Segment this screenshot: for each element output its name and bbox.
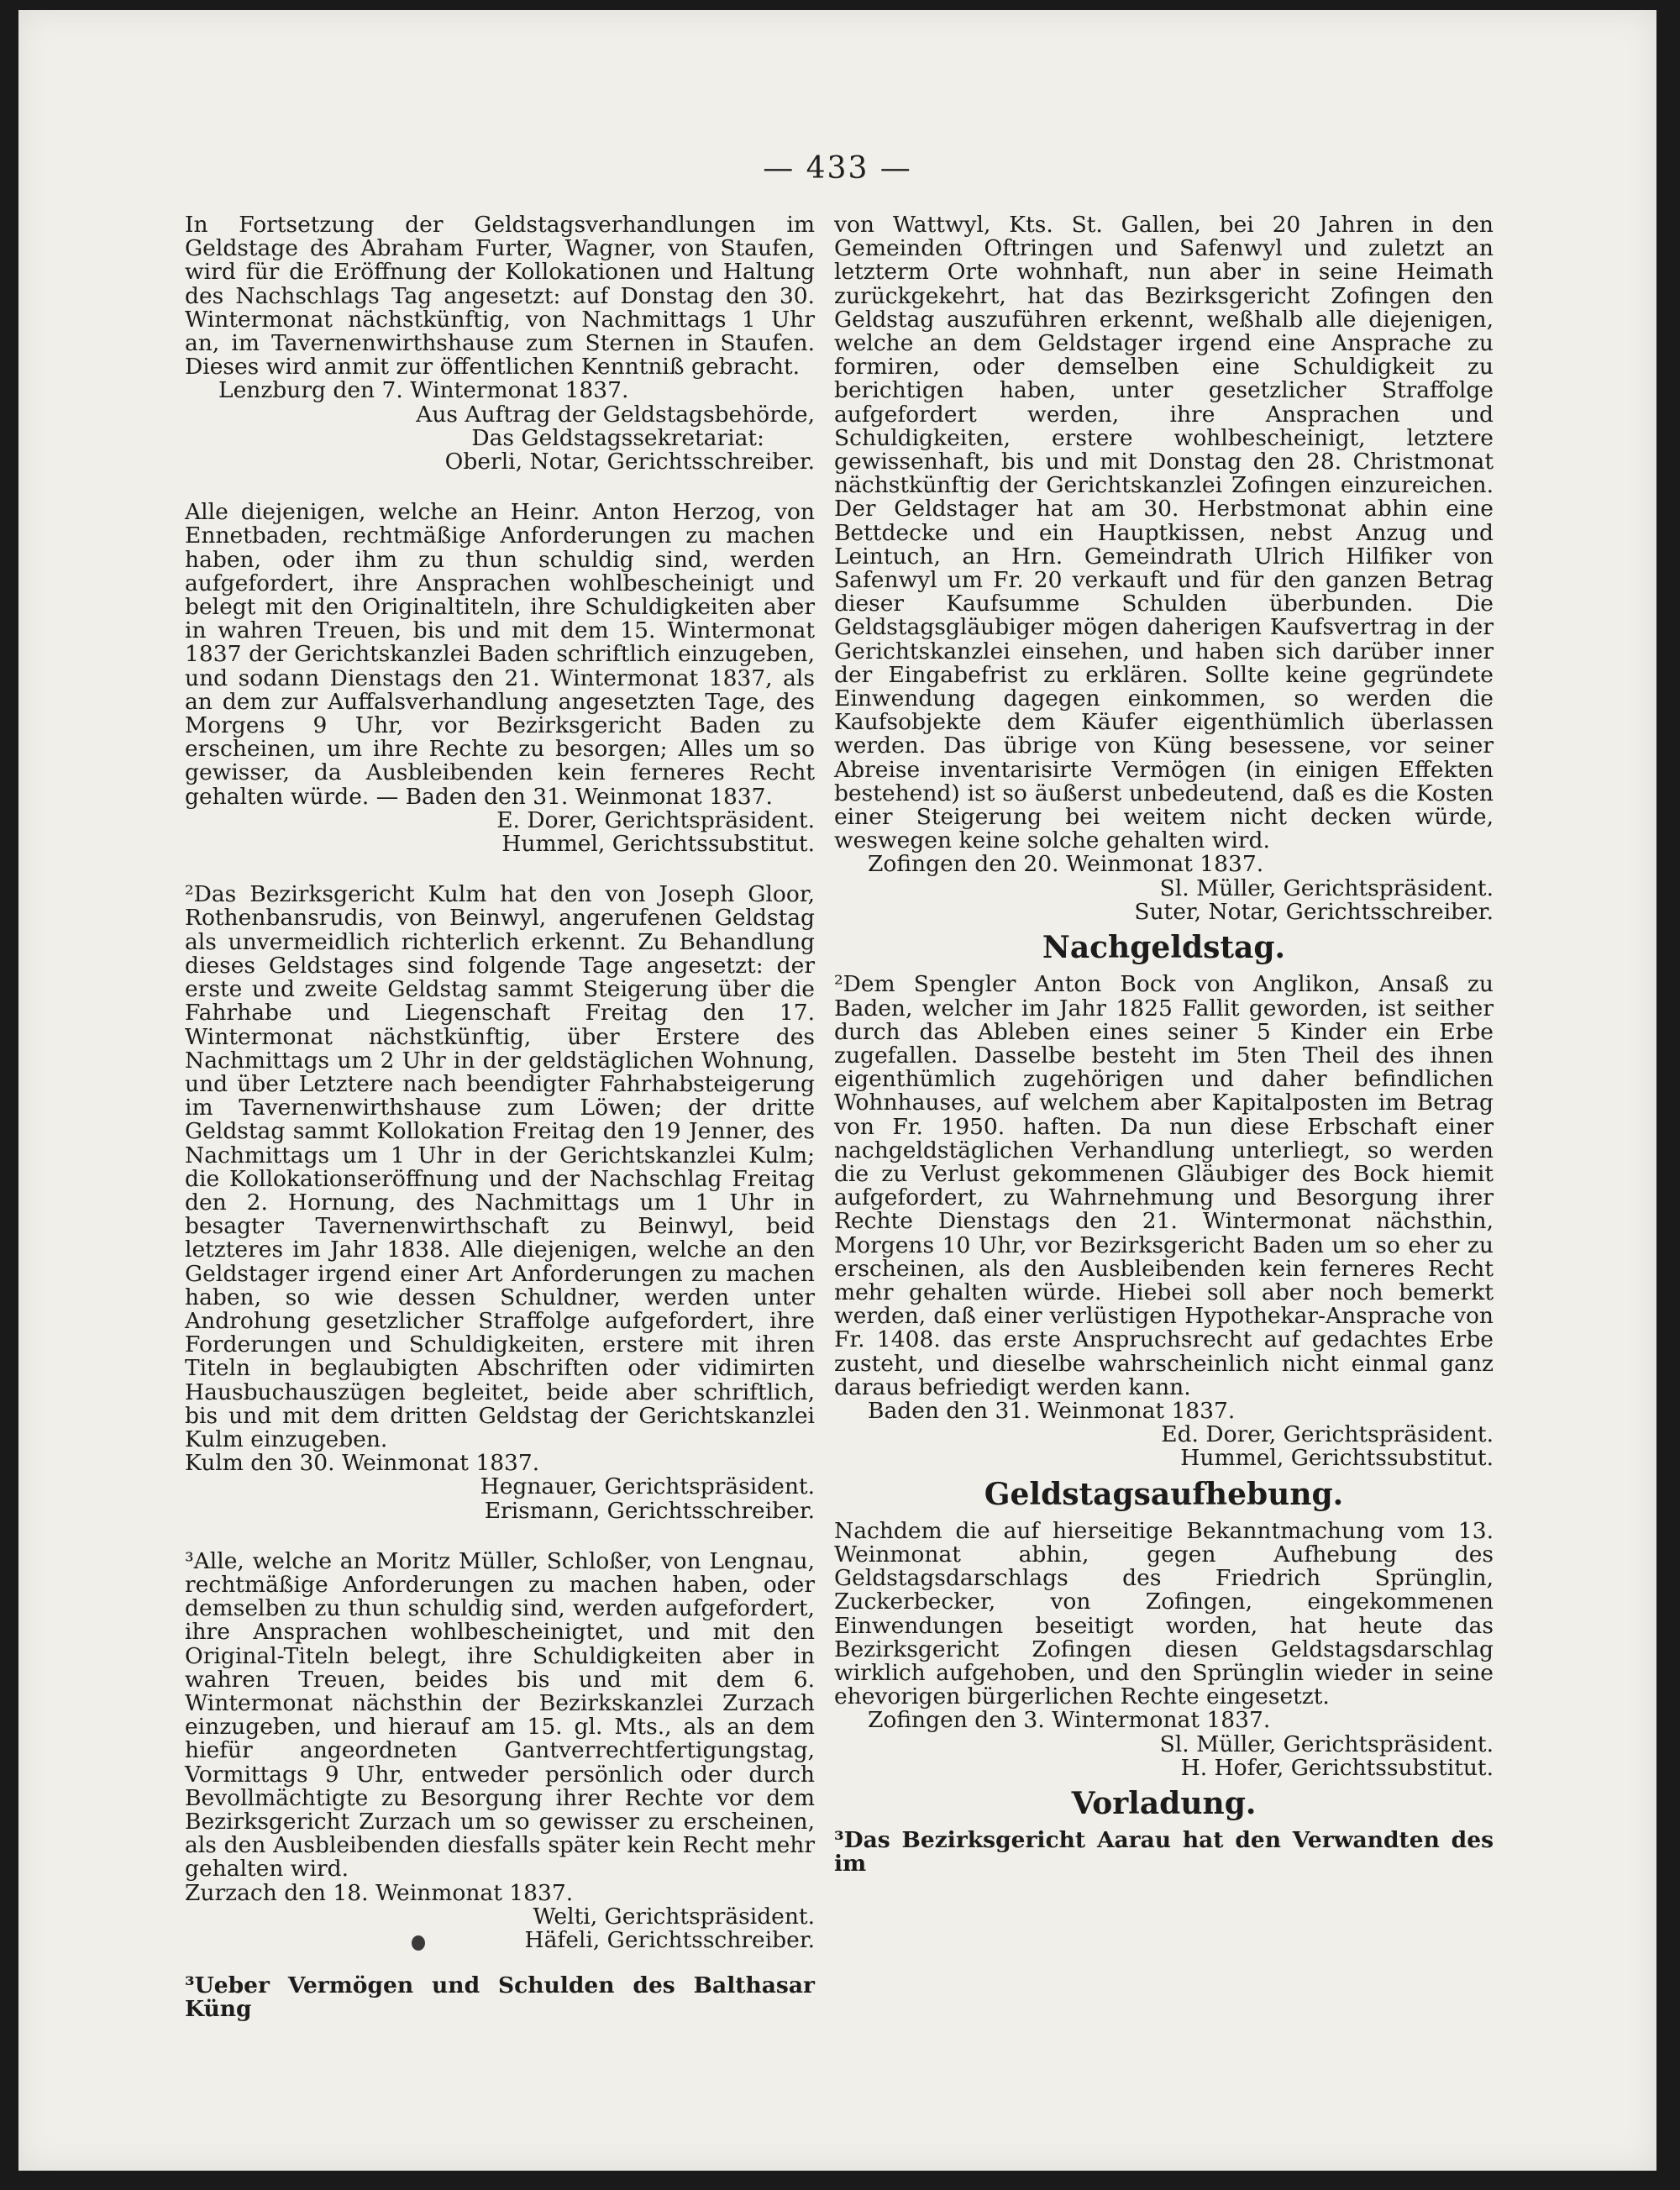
notice-gloor-body: ²Das Bezirksgericht Kulm hat den von Joseph Gloor, Rothenbansrudis, von Beinwyl, angerufenen Geldstag als unvermeidlich richterlich erkennt. Zu Behandlung dieses Geldstages sind folgende Tage angesetzt: der erste und zweite Geldstag sammt Steigerung über die Fahrhabe und Liegenschaft Freitag den 17. Wintermonat nächstkünftig, über Erstere des Nachmittags um 2 Uhr in der geldstäglichen Wohnung, und über Letztere nach beendigter Fahrhabsteigerung im Tavernenwirthshause zum Löwen; der dritte Geldstag sammt Kollokation Freitag den 19 Jenner, des Nachmittags um 1 Uhr in der Gerichtskanzlei Kulm; die Kollokationseröffnung und der Nachschlag Freitag den 2. Hornung, des Nachmittags um 1 Uhr in besagter Tavernenwirthschaft zu Beinwyl, beid letzteres im Jahr 1838. Alle diejenigen, welche an den Geldstager irgend einer Art Anforderungen zu machen haben, so wie dessen Schuldner, werden unter Androhung gesetzlicher Straffolge aufgefordert, ihre Forderungen und Schuldigkeiten, erstere mit ihren Titeln in beglaubigten Abschriften oder vidimirten Hausbuchauszügen begleitet, beide aber schriftlich, bis und mit dem dritten Geldstag der Gerichtskanzlei Kulm einzugeben.: [185, 881, 815, 1452]
notice-herzog-signature-1: E. Dorer, Gerichtspräsident.: [496, 806, 815, 833]
left-column: [185, 213, 815, 2022]
notice-herzog-body: Alle diejenigen, welche an Heinr. Anton Herzog, von Ennetbaden, rechtmäßige Anforderungen zu machen haben, oder ihm zu thun schuldig sind, werden aufgefordert, ihre Ansprachen wohlbescheinigt und belegt mit den Originaltiteln, ihre Schuldigkeiten aber in wahren Treuen, bis und mit dem 15. Wintermonat 1837 der Gerichtskanzlei Baden schriftlich einzugeben, und sodann Dienstags den 21. Wintermonat 1837, als an dem zur Auffalsverhandlung angesetzten Tage, des Morgens 9 Uhr, vor Bezirksgericht Baden zu erscheinen, um ihre Rechte zu besorgen; Alles um so gewisser, da Ausbleibenden kein ferneres Recht gehalten würde. — Baden den 31. Weinmonat 1837.: [185, 499, 815, 810]
notice-furter-signature-3: Oberli, Notar, Gerichtsschreiber.: [444, 449, 815, 475]
notice-furter-signature-2: Das Geldstagssekretariat:: [471, 424, 764, 451]
notice-bock-signature-1: Ed. Dorer, Gerichtspräsident.: [1161, 1421, 1494, 1448]
notice-kueng-start: ³Ueber Vermögen und Schulden des Balthasar Küng: [185, 1972, 815, 2023]
right-column: [834, 213, 1494, 1877]
notice-furter-body: In Fortsetzung der Geldstagsverhandlungen im Geldstage des Abraham Furter, Wagner, von Staufen, wird für die Eröffnung der Kollokationen und Haltung des Nachschlags Tag angesetzt: auf Donstag den 30. Wintermonat nächstkünftig, von Nachmittags 1 Uhr an, im Tavernenwirthshause zum Sternen in Staufen. Dieses wird anmit zur öffentlichen Kenntniß gebracht.: [185, 212, 815, 381]
notice-kueng-signature-1: Sl. Müller, Gerichtspräsident.: [1159, 874, 1494, 901]
notice-mueller-place-date: Zurzach den 18. Weinmonat 1837.: [185, 1879, 574, 1906]
ink-stain: [412, 1935, 425, 1951]
notice-mueller-body: ³Alle, welche an Moritz Müller, Schloßer, von Lengnau, rechtmäßige Anforderungen zu machen haben, oder demselben zu thun schuldig sind, werden aufgefordert, ihre Ansprachen wohlbescheinigtet, und mit den Original-Titeln belegt, ihre Schuldigkeiten aber in wahren Treuen, beides bis und mit dem 6. Wintermonat nächsthin der Bezirkskanzlei Zurzach einzugeben, und hierauf am 15. gl. Mts., als an dem hiefür angeordneten Gantverrechtfertigungstag, Vormittags 9 Uhr, entweder persönlich oder durch Bevollmächtigte zu Besorgung ihrer Rechte vor dem Bezirksgericht Zurzach um so gewisser zu erscheinen, als den Ausbleibenden diesfalls später kein Recht mehr gehalten wird.: [185, 1547, 815, 1883]
notice-bock-signature-2: Hummel, Gerichtssubstitut.: [1180, 1445, 1494, 1472]
notice-bock-place-date: Baden den 31. Weinmonat 1837.: [868, 1397, 1236, 1424]
notice-mueller-signature-1: Welti, Gerichtspräsident.: [533, 1903, 815, 1930]
heading-vorladung: Vorladung.: [1071, 1786, 1257, 1821]
notice-herzog-signature-2: Hummel, Gerichtssubstitut.: [501, 831, 815, 858]
page-number: — 433 —: [763, 151, 912, 186]
notice-kueng-body: von Wattwyl, Kts. St. Gallen, bei 20 Jahren in den Gemeinden Oftringen und Safenwyl und zuletzt an letzterm Orte wohnhaft, nun aber in seine Heimath zurückgekehrt, hat das Bezirksgericht Zofingen den Geldstag auszuführen erkennt, weßhalb alle diejenigen, welche an dem Geldstager irgend eine Ansprache zu formiren, oder demselben eine Schuldigkeit zu berichtigen haben, unter gesetzlicher Straffolge aufgefordert werden, ihre Ansprachen und Schuldigkeiten, erstere wohlbescheinigt, letztere gewissenhaft, bis und mit Donstag den 28. Christmonat nächstkünftig der Gerichtskanzlei Zofingen einzureichen. Der Geldstager hat am 30. Herbstmonat abhin eine Bettdecke und ein Hauptkissen, nebst Anzug und Leintuch, an Hrn. Gemeindrath Ulrich Hilfiker von Safenwyl um Fr. 20 verkauft und für den ganzen Betrag dieser Kaufsumme Schulden überbunden. Die Geldstagsgläubiger mögen daherigen Kaufsvertrag in der Gerichtskanzlei einsehen, und haben sich darüber inner der Eingabefrist zu erklären. Sollte keine gegründete Einwendung dagegen einkommen, so werden die Kaufsobjekte dem Käufer eigenthümlich überlassen werden. Das übrige von Küng besessene, vor seiner Abreise inventarisirte Vermögen (in einigen Effekten bestehend) ist so äußerst unbedeutend, daß es die Kosten einer Steigerung bei weitem nicht decken würde, weswegen keine solche gehalten wird.: [834, 212, 1494, 854]
notice-bock-body: ²Dem Spengler Anton Bock von Anglikon, Ansaß zu Baden, welcher im Jahr 1825 Fallit geworden, ist seither durch das Ableben eines seiner 5 Kinder ein Erbe zugefallen. Dasselbe besteht im 5ten Theil des ihnen eigenthümlich zugehörigen und daher befindlichen Wohnhauses, auf welchem aber Kapitalposten im Betrag von Fr. 1950. haften. Da nun diese Erbschaft einer nachgeldstäglichen Verhandlung unterliegt, so werden die zu Verlust gekommenen Gläubiger des Bock hiemit aufgefordert, zu Wahrnehmung und Besorgung ihrer Rechte Dienstags den 21. Wintermonat nächsthin, Morgens 10 Uhr, vor Bezirksgericht Baden um so eher zu erscheinen, als den Ausbleibenden kein ferneres Recht mehr gehalten würde. Hiebei soll aber noch bemerkt werden, daß einer verlüstigen Hypothekar-Ansprache von Fr. 1408. das erste Anspruchsrecht auf gedachtes Erbe zusteht, und dieselbe wahrscheinlich nicht einmal ganz daraus befriedigt werden kann.: [834, 971, 1494, 1400]
notice-spruenglin-body: Nachdem die auf hierseitige Bekanntmachung vom 13. Weinmonat abhin, gegen Aufhebung des Geldstagsdarschlags des Friedrich Sprünglin, Zuckerbecker, von Zofingen, eingekommenen Einwendungen beseitigt worden, hat heute das Bezirksgericht Zofingen diesen Geldstagsdarschlag wirklich aufgehoben, und den Sprünglin wieder in seine ehevorigen bürgerlichen Rechte eingesetzt.: [834, 1517, 1494, 1710]
notice-gloor-signature-2: Erismann, Gerichtsschreiber.: [484, 1497, 815, 1524]
notice-spruenglin-place-date: Zofingen den 3. Wintermonat 1837.: [868, 1707, 1271, 1734]
notice-furter-place-date: Lenzburg den 7. Wintermonat 1837.: [218, 377, 629, 404]
notice-gloor-signature-1: Hegnauer, Gerichtspräsident.: [480, 1473, 815, 1500]
heading-nachgeldstag: Nachgeldstag.: [1042, 930, 1286, 966]
notice-mueller-signature-2: Häfeli, Gerichtsschreiber.: [524, 1927, 815, 1954]
heading-geldstagsaufhebung: Geldstagsaufhebung.: [984, 1476, 1344, 1512]
notice-kueng-place-date: Zofingen den 20. Weinmonat 1837.: [868, 851, 1264, 878]
notice-vorladung-start: ³Das Bezirksgericht Aarau hat den Verwandten des im: [834, 1827, 1494, 1878]
notice-spruenglin-signature-2: H. Hofer, Gerichtssubstitut.: [1180, 1754, 1494, 1781]
notice-kueng-signature-2: Suter, Notar, Gerichtsschreiber.: [1134, 898, 1494, 925]
notice-gloor-place-date: Kulm den 30. Weinmonat 1837.: [185, 1450, 540, 1477]
notice-furter-signature-1: Aus Auftrag der Geldstagsbehörde,: [416, 401, 815, 428]
newspaper-page: [18, 10, 1656, 2171]
notice-spruenglin-signature-1: Sl. Müller, Gerichtspräsident.: [1159, 1730, 1494, 1757]
